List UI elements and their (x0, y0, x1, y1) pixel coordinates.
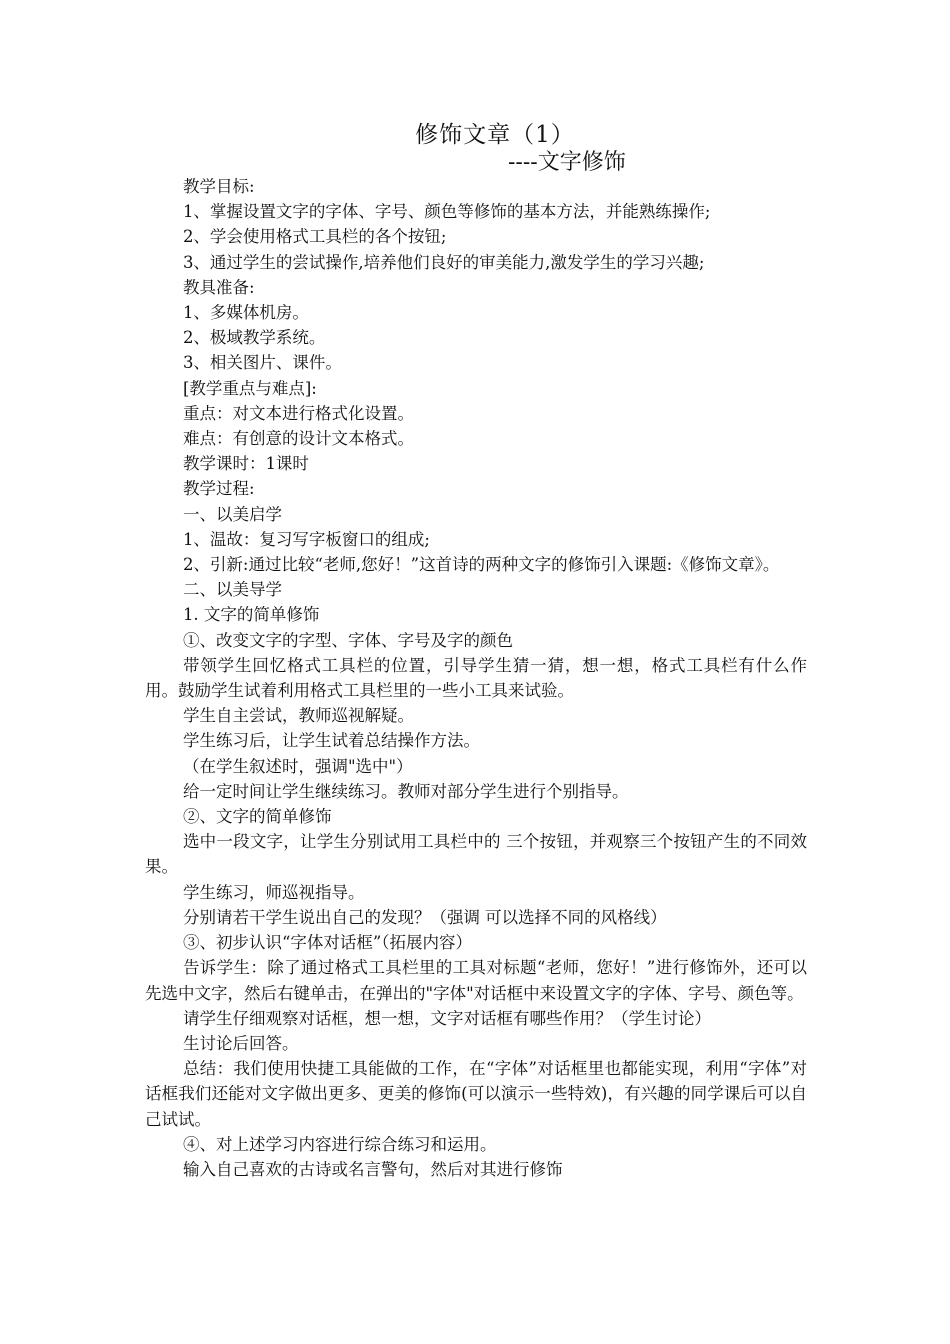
document-subtitle: ----文字修饰 (508, 150, 626, 175)
document-body (145, 174, 807, 1182)
paragraph: 1、温故：复习写字板窗口的组成; (182, 529, 430, 549)
paragraph: 生讨论后回答。 (182, 1033, 299, 1053)
paragraph: 教学目标: (182, 177, 255, 196)
paragraph: 总结：我们使用快捷工具能做的工作，在“字体”对话框里也都能实现，利用“字体”对话框我们还能对文字做出更多、更美的修饰(可以演示一些特效)，有兴趣的同学课后可以自己试试。 (145, 1059, 807, 1129)
paragraph: 学生自主尝试，教师巡视解疑。 (182, 706, 414, 726)
paragraph: （在学生叙述时，强调"选中"） (182, 756, 413, 776)
paragraph: 请学生仔细观察对话框，想一想，文字对话框有哪些作用？（学生讨论） (182, 1008, 711, 1028)
paragraph: 2、引新:通过比较“老师,您好！”这首诗的两种文字的修饰引入课题:《修饰文章》。 (182, 555, 780, 575)
paragraph: 一、以美启学 (182, 504, 282, 524)
paragraph: 教学过程: (182, 479, 255, 499)
paragraph: 3、通过学生的尝试操作,培养他们良好的审美能力,激发学生的学习兴趣; (182, 252, 705, 272)
paragraph: 学生练习，师巡视指导。 (182, 882, 365, 902)
paragraph: ②、文字的简单修饰 (182, 807, 332, 827)
paragraph: [教学重点与难点]: (182, 378, 317, 398)
paragraph: 2、极域教学系统。 (182, 328, 326, 348)
paragraph: ④、对上述学习内容进行综合练习和运用。 (182, 1134, 497, 1154)
paragraph: 1. 文字的简单修饰 (182, 605, 320, 625)
paragraph: ①、改变文字的字型、字体、字号及字的颜色 (182, 630, 513, 650)
paragraph: 输入自己喜欢的古诗或名言警句，然后对其进行修饰 (182, 1159, 563, 1179)
paragraph: 带领学生回忆格式工具栏的位置，引导学生猜一猜，想一想，格式工具栏有什么作用。鼓励学生试着利用格式工具栏里的一些小工具来试验。 (145, 655, 807, 701)
paragraph: 教具准备: (182, 277, 255, 297)
paragraph: 二、以美导学 (182, 580, 282, 600)
paragraph: 1、掌握设置文字的字体、字号、颜色等修饰的基本方法，并能熟练操作; (182, 202, 711, 222)
paragraph: 教学课时：1课时 (182, 454, 309, 474)
paragraph: 分别请若干学生说出自己的发现？（强调 可以选择不同的风格线） (182, 907, 667, 927)
paragraph: 3、相关图片、课件。 (182, 353, 342, 373)
paragraph: 选中一段文字，让学生分别试用工具栏中的 三个按钮，并观察三个按钮产生的不同效果。 (145, 832, 807, 877)
paragraph: 告诉学生：除了通过格式工具栏里的工具对标题“老师，您好！”进行修饰外，还可以先选中文字，然后右键单击，在弹出的"字体"对话框中来设置文字的字体、字号、颜色等。 (145, 958, 807, 1003)
paragraph: 1、多媒体机房。 (182, 303, 309, 323)
paragraph: 2、学会使用格式工具栏的各个按钮; (182, 227, 447, 247)
paragraph: 难点：有创意的设计文本格式。 (182, 429, 414, 449)
paragraph: ③、初步认识“字体对话框”（拓展内容） (182, 933, 473, 953)
paragraph: 给一定时间让学生继续练习。教师对部分学生进行个别指导。 (182, 781, 629, 801)
paragraph: 学生练习后，让学生试着总结操作方法。 (182, 731, 480, 751)
paragraph: 重点：对文本进行格式化设置。 (182, 403, 414, 423)
document-title: 修饰文章（1） (415, 122, 575, 148)
